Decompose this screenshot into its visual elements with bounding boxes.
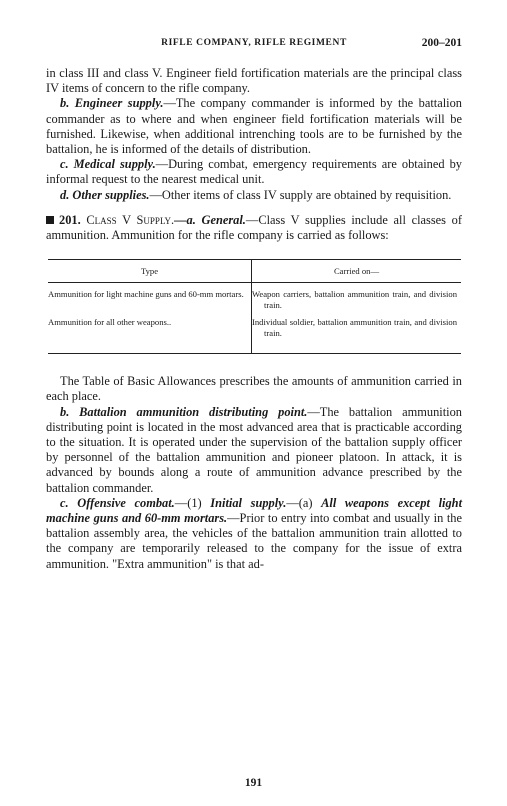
subhead-initial-supply: Initial supply. — [210, 495, 287, 510]
subhead-medical-supply: c. Medical supply. — [60, 157, 156, 172]
text-offensive-combat: —Prior to entry into combat and usually in the battalion assembly area, the vehicles of the battalion ammunition train allotted to the company are temporarily released to the company for the issue of extra ammunition. "Extra ammunition" is that ad- — [46, 511, 462, 571]
subhead-other-supplies: d. Other supplies. — [60, 187, 150, 202]
text-distributing-point: —The battalion ammunition distributing point is located in the most advanced area that is practicable according to the situation. It is operated under the supervision of the battalion supply officer by personnel of the battalion ammunition and pioneer platoon. In attack, it is advanced by bounds along a route of ammunition advance prescribed by the battalion commander. — [46, 404, 462, 495]
table-header-carried-on: Carried on— — [252, 260, 462, 283]
section-title: Class V Supply. — [86, 212, 175, 227]
text-engineer-supply: —The company commander is informed by the battalion commander as to where and when engineer field fortification materials will be furnished. Likewise, when additional intrenching tools are to be furnished by the battalion, he is informed of the details of distribution. — [46, 96, 462, 157]
paragraph-continuation: in class III and class V. Engineer field fortification materials are the principal class IV items of concern to the rifle company. — [46, 66, 462, 96]
table-header-row — [48, 260, 461, 283]
table-cell-type: Ammunition for all other weapons.. — [48, 311, 252, 354]
section-201 — [46, 213, 462, 243]
table-header-type: Type — [48, 260, 252, 283]
subhead-offensive-combat: c. Offensive combat. — [60, 495, 175, 510]
subhead-distributing-point: b. Battalion ammunition distributing point. — [60, 404, 308, 419]
text-medical-supply: —During combat, emergency requirements are obtained by informal request to the nearest medical unit. — [46, 157, 462, 187]
subhead-number-1: —(1) — [174, 495, 211, 510]
paragraph-distributing-point — [46, 405, 462, 496]
subhead-engineer-supply: b. Engineer supply. — [60, 96, 164, 111]
subhead-general: —a. General. — [174, 212, 246, 227]
paragraph-other-supplies — [46, 188, 462, 203]
section-marker-icon — [46, 216, 54, 224]
text-other-supplies: —Other items of class IV supply are obtained by requisition. — [149, 187, 452, 202]
page-range: 200–201 — [421, 37, 462, 49]
paragraph-basic-allowances: The Table of Basic Allowances prescribes the amounts of ammunition carried in each place. — [46, 374, 462, 404]
section-number: 201. — [59, 212, 81, 227]
paragraph-offensive-combat — [46, 496, 462, 572]
running-head — [46, 38, 462, 54]
ammunition-table — [48, 259, 461, 354]
subhead-letter-a: —(a) — [286, 495, 322, 510]
paragraph-engineer-supply — [46, 96, 462, 157]
paragraph-medical-supply — [46, 157, 462, 187]
table-cell-type: Ammunition for light machine guns and 60-mm mortars. — [48, 283, 252, 312]
text-general: —Class V supplies include all classes of ammunition. Ammunition for the rifle company is carried as follows: — [46, 212, 462, 243]
running-title: RIFLE COMPANY, RIFLE REGIMENT — [161, 38, 347, 48]
table-cell-carried-on: Individual soldier, battalion ammunition train, and division train. — [252, 311, 462, 354]
table-row — [48, 311, 461, 354]
table-row — [48, 283, 461, 312]
subhead-all-weapons: All weapons except light machine guns and 60-mm mortars. — [46, 495, 463, 526]
table-cell-carried-on: Weapon carriers, battalion ammunition train, and division train. — [252, 289, 457, 311]
page-number: 191 — [244, 777, 263, 789]
page-body — [46, 66, 462, 572]
